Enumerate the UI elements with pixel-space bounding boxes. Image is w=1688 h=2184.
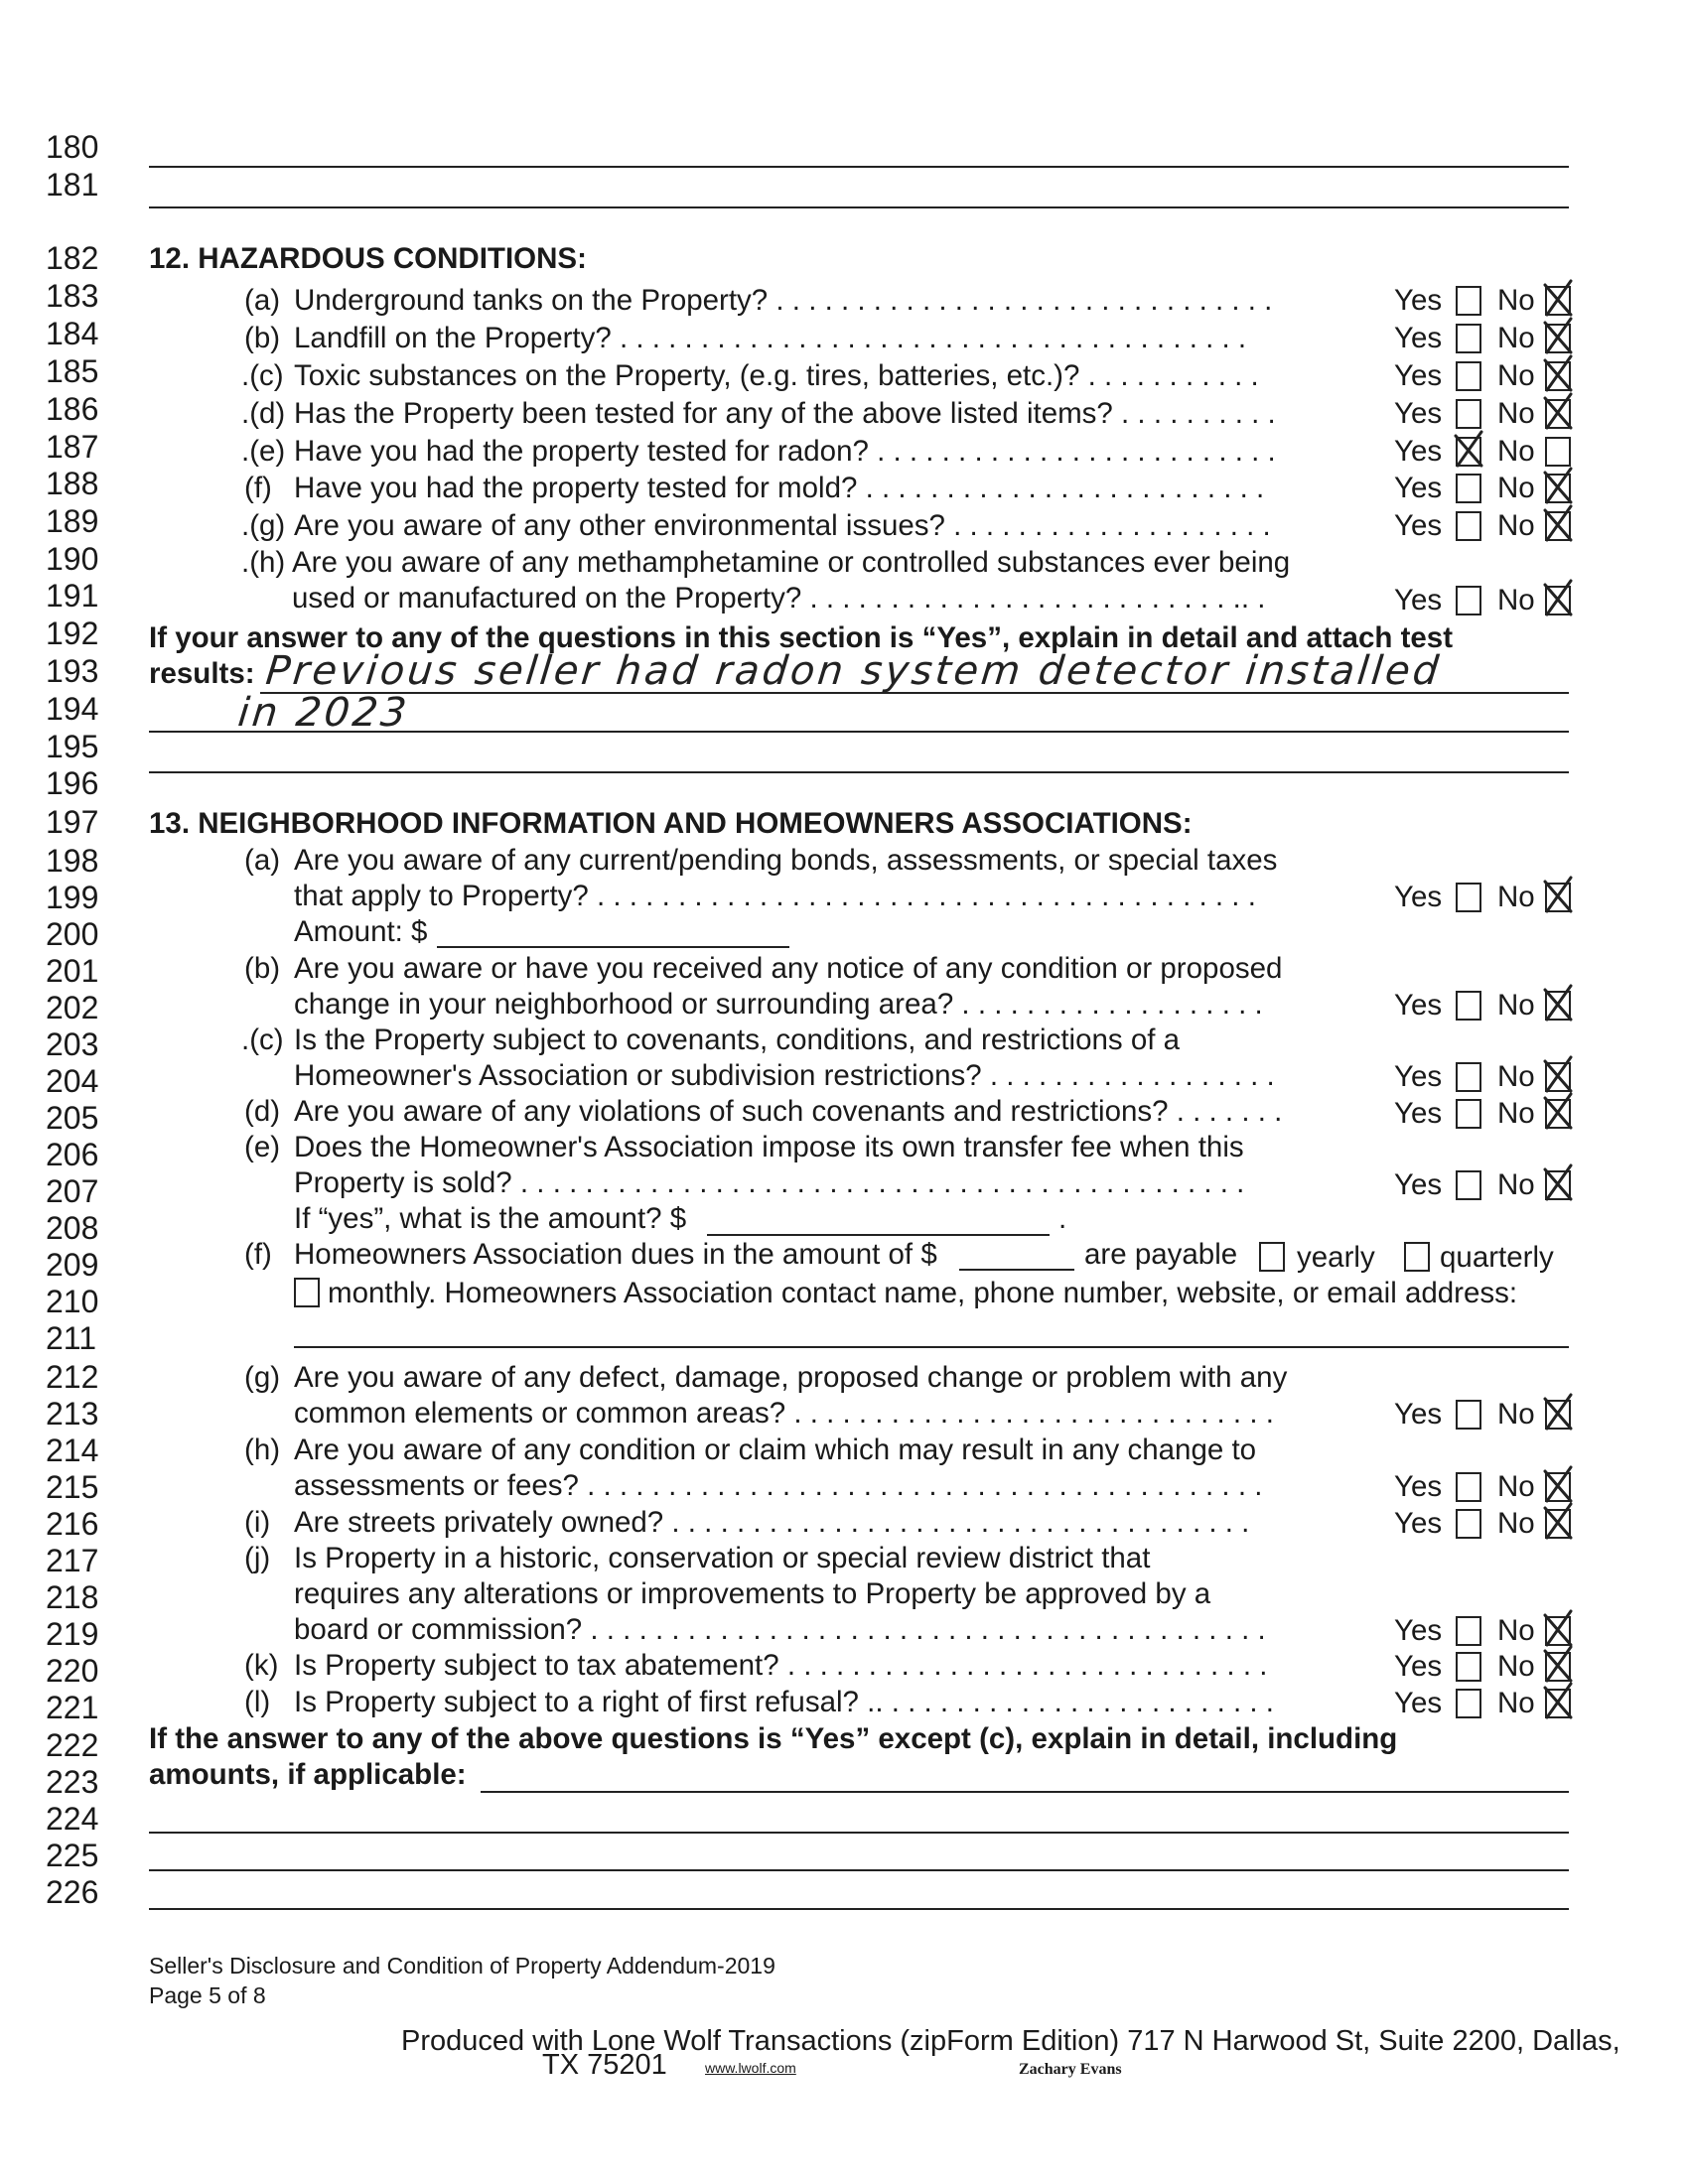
yes-label: Yes (1394, 881, 1443, 913)
line-number: 198 (46, 843, 99, 879)
section-13-title: 13. NEIGHBORHOOD INFORMATION AND HOMEOWNERS ASSOCIATIONS: (149, 807, 1193, 840)
s13-explain-blank-225[interactable] (149, 1869, 1569, 1871)
q13-b-line1: Are you aware or have you received any notice of any condition or proposed (294, 952, 1283, 985)
yes-label: Yes (1394, 359, 1443, 392)
q13-c-line1: Is the Property subject to covenants, conditions, and restrictions of a (294, 1024, 1181, 1056)
no-label: No (1497, 1168, 1535, 1201)
yes-checkbox[interactable] (1456, 474, 1481, 503)
q13-g-letter: (g) (244, 1361, 281, 1394)
line-number: 203 (46, 1026, 99, 1062)
handwritten-explanation-1: Previous seller had radon system detector installed (263, 648, 1444, 694)
line-number: 209 (46, 1247, 99, 1283)
check-mark-icon (1541, 504, 1575, 549)
no-label: No (1497, 322, 1535, 354)
yes-checkbox[interactable] (1456, 1099, 1481, 1129)
q12-letter: .(c) (241, 359, 284, 392)
q13-a-line1: Are you aware of any current/pending bonds, assessments, or special taxes (294, 844, 1278, 877)
q13-c-letter: .(c) (241, 1024, 284, 1056)
yes-checkbox[interactable] (1456, 286, 1481, 316)
check-mark-icon (1541, 1163, 1575, 1208)
q13-f-dues-field[interactable] (959, 1269, 1074, 1271)
no-label: No (1497, 1398, 1535, 1431)
yes-label: Yes (1394, 584, 1443, 616)
no-label: No (1497, 359, 1535, 392)
s12-explain-label: results: (149, 657, 255, 690)
q13-f-monthly-checkbox[interactable] (294, 1278, 320, 1307)
line-number: 186 (46, 391, 99, 427)
q12-text: Has the Property been tested for any of the above listed items? . . . . . . . . . . (294, 397, 1276, 430)
yes-label: Yes (1394, 1650, 1443, 1683)
q13-g-line1: Are you aware of any defect, damage, proposed change or problem with any (294, 1361, 1288, 1394)
s13-explain-label: amounts, if applicable: (149, 1758, 467, 1791)
yes-label: Yes (1394, 1060, 1443, 1093)
q13-f-quarterly-checkbox[interactable] (1404, 1242, 1430, 1272)
q13-h-line2: assessments or fees? . . . . . . . . . . . . . . . . . . . . . . . . . . . . . . . . . . . . . . . . . . (294, 1469, 1263, 1502)
q13-k-line1: Is Property subject to tax abatement? . . . . . . . . . . . . . . . . . . . . . . . . . . . . . . (294, 1649, 1268, 1682)
yes-label: Yes (1394, 435, 1443, 468)
q13-d-letter: (d) (244, 1095, 281, 1128)
line-number: 222 (46, 1727, 99, 1763)
no-checkbox[interactable] (1545, 437, 1571, 467)
line-number: 214 (46, 1433, 99, 1468)
check-mark-icon (1541, 392, 1575, 437)
line-number: 182 (46, 240, 99, 276)
line-number: 196 (46, 765, 99, 801)
line-number: 201 (46, 953, 99, 989)
q12-text: Have you had the property tested for mold? . . . . . . . . . . . . . . . . . . . . . . . . . (294, 472, 1265, 504)
line-number: 208 (46, 1210, 99, 1246)
q13-e-amount-label: If “yes”, what is the amount? $ (294, 1202, 687, 1235)
yes-checkbox[interactable] (1456, 1509, 1481, 1539)
blank-line-180[interactable] (149, 166, 1569, 168)
line-number: 212 (46, 1359, 99, 1395)
line-number: 210 (46, 1284, 99, 1319)
q12-text: Have you had the property tested for radon? . . . . . . . . . . . . . . . . . . . . . . . . . (294, 435, 1276, 468)
yes-label: Yes (1394, 509, 1443, 542)
line-number: 218 (46, 1579, 99, 1615)
s13-explain-line1: If the answer to any of the above questions is “Yes” except (c), explain in detail, including (149, 1722, 1398, 1755)
line-number: 206 (46, 1137, 99, 1172)
q13-f-yearly-label: yearly (1297, 1241, 1375, 1274)
no-label: No (1497, 1687, 1535, 1719)
no-label: No (1497, 1614, 1535, 1647)
check-mark-icon (1541, 1092, 1575, 1137)
yes-checkbox[interactable] (1456, 586, 1481, 615)
check-mark-icon (1541, 876, 1575, 920)
no-label: No (1497, 1470, 1535, 1503)
footer-agent-name: Zachary Evans (1019, 2061, 1122, 2078)
s12-explain-blank-195[interactable] (149, 771, 1569, 773)
footer-website-link[interactable]: www.lwolf.com (705, 2060, 796, 2076)
footer-page-number: Page 5 of 8 (149, 1982, 266, 2008)
yes-label: Yes (1394, 1687, 1443, 1719)
line-number: 192 (46, 615, 99, 651)
yes-checkbox[interactable] (1456, 1062, 1481, 1092)
yes-checkbox[interactable] (1456, 511, 1481, 541)
q13-a-amount-label: Amount: $ (294, 915, 428, 948)
q12-letter: (a) (244, 284, 281, 317)
line-number: 185 (46, 353, 99, 389)
q12-letter: .(g) (241, 509, 286, 542)
no-label: No (1497, 509, 1535, 542)
q12-letter: (f) (244, 472, 272, 504)
yes-label: Yes (1394, 1507, 1443, 1540)
line-number: 226 (46, 1874, 99, 1910)
line-number: 189 (46, 503, 99, 539)
line-number: 194 (46, 691, 99, 727)
s12-explain-line1: If your answer to any of the questions in this section is “Yes”, explain in detail and attach test (149, 621, 1454, 654)
q13-a-letter: (a) (244, 844, 281, 877)
q12-text: Landfill on the Property? . . . . . . . . . . . . . . . . . . . . . . . . . . . . . . . . . . . . . . . (294, 322, 1247, 354)
no-label: No (1497, 1650, 1535, 1683)
line-number: 217 (46, 1543, 99, 1578)
footer-form-name: Seller's Disclosure and Condition of Property Addendum-2019 (149, 1953, 775, 1979)
s13-explain-blank-224[interactable] (149, 1832, 1569, 1834)
q12-letter: .(e) (241, 435, 286, 468)
s13-explain-blank-223[interactable] (481, 1791, 1569, 1793)
line-number: 190 (46, 541, 99, 577)
q13-j-line2: requires any alterations or improvements to Property be approved by a (294, 1577, 1211, 1610)
q12-letter: .(d) (241, 397, 286, 430)
line-number: 213 (46, 1396, 99, 1432)
q13-e-line2: Property is sold? . . . . . . . . . . . . . . . . . . . . . . . . . . . . . . . . . . . . . . . . . . . . . (294, 1166, 1245, 1199)
yes-checkbox[interactable] (1456, 1472, 1481, 1502)
q13-a-line2: that apply to Property? . . . . . . . . . . . . . . . . . . . . . . . . . . . . . . . . . . . . . . . . . (294, 880, 1256, 912)
q13-f-payable: are payable (1084, 1238, 1238, 1271)
no-label: No (1497, 472, 1535, 504)
line-number: 188 (46, 466, 99, 501)
line-number: 193 (46, 653, 99, 689)
line-number: 202 (46, 990, 99, 1025)
q13-j-letter: (j) (244, 1542, 271, 1574)
q13-f-contact-field[interactable] (294, 1346, 1569, 1348)
line-number: 207 (46, 1173, 99, 1209)
yes-label: Yes (1394, 284, 1443, 317)
yes-label: Yes (1394, 322, 1443, 354)
yes-label: Yes (1394, 1614, 1443, 1647)
yes-label: Yes (1394, 1398, 1443, 1431)
yes-checkbox[interactable] (1456, 1170, 1481, 1200)
q13-b-letter: (b) (244, 952, 281, 985)
line-number: 225 (46, 1838, 99, 1873)
no-label: No (1497, 881, 1535, 913)
yes-label: Yes (1394, 397, 1443, 430)
q13-l-letter: (l) (244, 1686, 271, 1718)
q13-i-line1: Are streets privately owned? . . . . . . . . . . . . . . . . . . . . . . . . . . . . . . . . . . . . (294, 1506, 1250, 1539)
section-12-title: 12. HAZARDOUS CONDITIONS: (149, 242, 587, 275)
line-number: 183 (46, 278, 99, 314)
q13-k-letter: (k) (244, 1649, 279, 1682)
check-mark-icon (1541, 984, 1575, 1028)
q13-f-letter: (f) (244, 1238, 272, 1271)
no-label: No (1497, 284, 1535, 317)
yes-label: Yes (1394, 1097, 1443, 1130)
q13-f-line2: monthly. Homeowners Association contact name, phone number, website, or email address: (328, 1277, 1518, 1309)
q12-text: Are you aware of any other environmental issues? . . . . . . . . . . . . . . . . . . . . (294, 509, 1271, 542)
q13-h-letter: (h) (244, 1433, 281, 1466)
s13-explain-blank-226[interactable] (149, 1908, 1569, 1910)
yes-label: Yes (1394, 1470, 1443, 1503)
yes-checkbox[interactable] (1456, 1652, 1481, 1682)
no-label: No (1497, 435, 1535, 468)
line-number: 204 (46, 1063, 99, 1099)
line-number: 216 (46, 1506, 99, 1542)
q13-j-line3: board or commission? . . . . . . . . . . . . . . . . . . . . . . . . . . . . . . . . . . . . . . . . . . (294, 1613, 1266, 1646)
yes-label: Yes (1394, 989, 1443, 1022)
q12-letter: (b) (244, 322, 281, 354)
no-label: No (1497, 397, 1535, 430)
q13-f-quarterly-label: quarterly (1440, 1241, 1554, 1274)
line-number: 211 (46, 1320, 97, 1356)
line-number: 195 (46, 729, 99, 764)
line-number: 221 (46, 1690, 99, 1725)
q12-text: Underground tanks on the Property? . . . . . . . . . . . . . . . . . . . . . . . . . . . . . . . (294, 284, 1273, 317)
q13-f-yearly-checkbox[interactable] (1259, 1242, 1285, 1272)
yes-checkbox[interactable] (1456, 883, 1481, 912)
q13-i-letter: (i) (244, 1506, 271, 1539)
line-number: 220 (46, 1653, 99, 1689)
handwritten-explanation-2: in 2023 (235, 690, 412, 736)
q13-g-line2: common elements or common areas? . . . . . . . . . . . . . . . . . . . . . . . . . . . . . . (294, 1397, 1274, 1430)
q13-a-amount-field[interactable] (437, 946, 789, 948)
line-number: 199 (46, 880, 99, 915)
line-number: 200 (46, 916, 99, 952)
yes-checkbox[interactable] (1456, 1400, 1481, 1430)
no-label: No (1497, 584, 1535, 616)
blank-line-181[interactable] (149, 206, 1569, 208)
line-number: 191 (46, 578, 99, 614)
yes-label: Yes (1394, 472, 1443, 504)
q13-d-line1: Are you aware of any violations of such covenants and restrictions? . . . . . . . (294, 1095, 1283, 1128)
q12-h-line2: used or manufactured on the Property? . . . . . . . . . . . . . . . . . . . . . . . . . . .. . (292, 582, 1266, 614)
no-label: No (1497, 1507, 1535, 1540)
q13-f-line1: Homeowners Association dues in the amount of $ (294, 1238, 937, 1271)
footer-produced-line1: Produced with Lone Wolf Transactions (zipForm Edition) 717 N Harwood St, Suite 2200, Dallas, (401, 2025, 1620, 2057)
q13-h-line1: Are you aware of any condition or claim which may result in any change to (294, 1433, 1257, 1466)
line-number: 184 (46, 316, 99, 351)
line-number: 181 (46, 167, 99, 203)
q12-h-letter: .(h) (241, 546, 286, 579)
line-number: 219 (46, 1616, 99, 1652)
check-mark-icon (1541, 1502, 1575, 1547)
q13-b-line2: change in your neighborhood or surrounding area? . . . . . . . . . . . . . . . . . . . (294, 988, 1263, 1021)
line-number: 215 (46, 1469, 99, 1505)
check-mark-icon (1541, 1682, 1575, 1726)
q13-e-amount-field[interactable] (707, 1234, 1050, 1236)
q13-j-line1: Is Property in a historic, conservation or special review district that (294, 1542, 1151, 1574)
no-label: No (1497, 1097, 1535, 1130)
line-number: 223 (46, 1764, 99, 1800)
check-mark-icon (1452, 430, 1485, 475)
footer-produced-line2: TX 75201 (542, 2049, 667, 2081)
line-number: 205 (46, 1100, 99, 1136)
yes-checkbox[interactable] (1456, 1616, 1481, 1646)
q13-e-period: . (1058, 1202, 1067, 1235)
q13-e-letter: (e) (244, 1131, 281, 1163)
yes-label: Yes (1394, 1168, 1443, 1201)
yes-checkbox[interactable] (1456, 324, 1481, 353)
yes-checkbox[interactable] (1456, 991, 1481, 1021)
q13-e-line1: Does the Homeowner's Association impose its own transfer fee when this (294, 1131, 1244, 1163)
line-number: 187 (46, 429, 99, 465)
line-number: 180 (46, 129, 99, 165)
yes-checkbox[interactable] (1456, 361, 1481, 391)
line-number: 197 (46, 804, 99, 840)
q12-h-line1: Are you aware of any methamphetamine or controlled substances ever being (292, 546, 1291, 579)
no-label: No (1497, 989, 1535, 1022)
q12-text: Toxic substances on the Property, (e.g. tires, batteries, etc.)? . . . . . . . . . . . (294, 359, 1259, 392)
yes-checkbox[interactable] (1456, 399, 1481, 429)
check-mark-icon (1541, 1393, 1575, 1437)
yes-checkbox[interactable] (1456, 1689, 1481, 1718)
q13-c-line2: Homeowner's Association or subdivision restrictions? . . . . . . . . . . . . . . . . . . (294, 1059, 1275, 1092)
check-mark-icon (1541, 579, 1575, 623)
line-number: 224 (46, 1801, 99, 1837)
no-label: No (1497, 1060, 1535, 1093)
q13-l-line1: Is Property subject to a right of first refusal? .. . . . . . . . . . . . . . . . . . . . . . . . . (294, 1686, 1274, 1718)
